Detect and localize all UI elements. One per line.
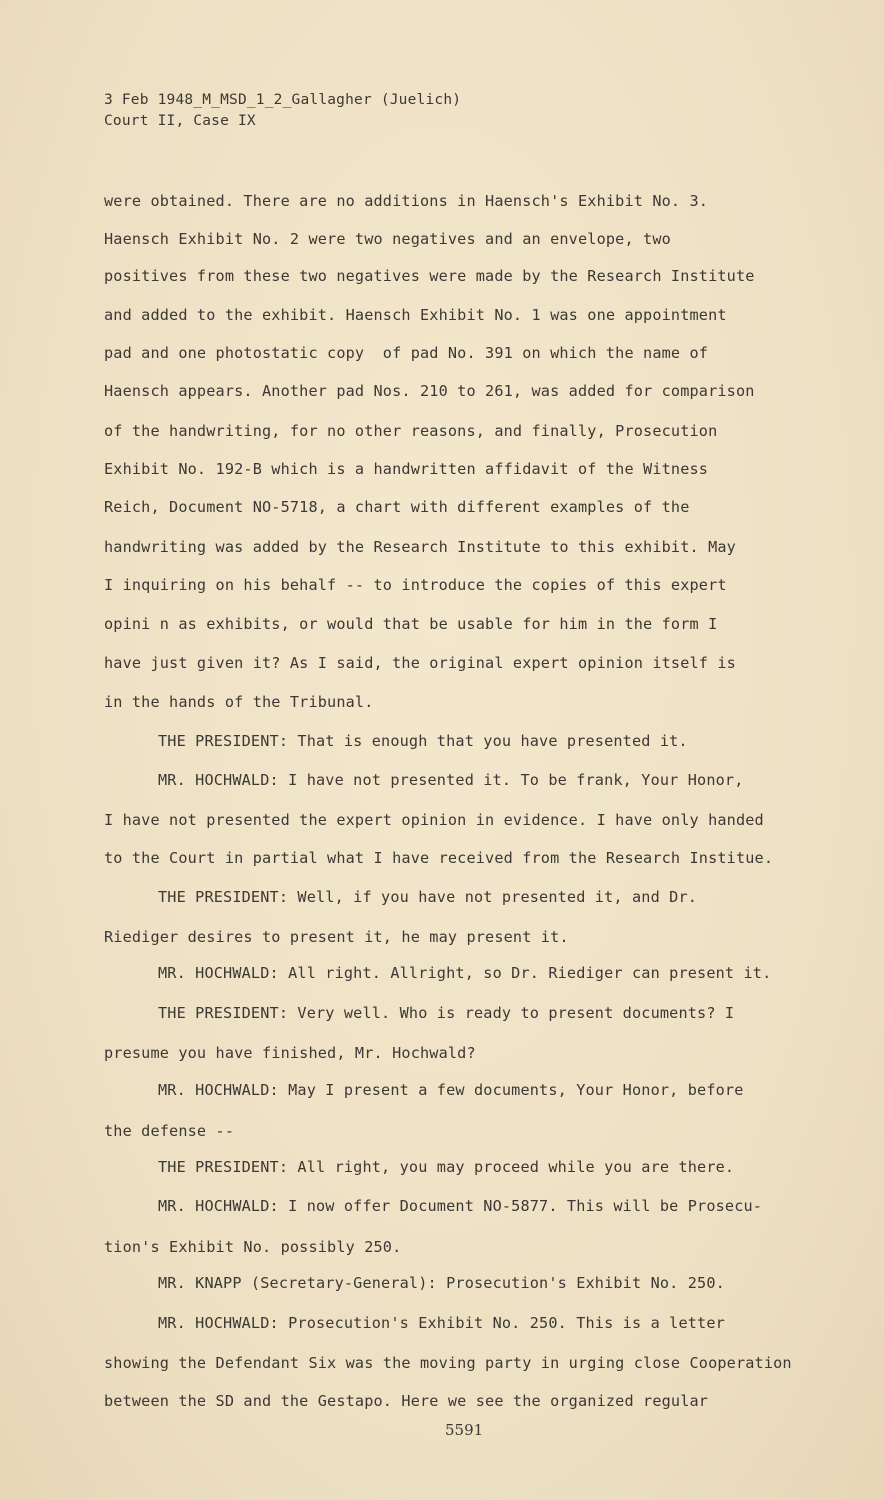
transcript-line: MR. HOCHWALD: I now offer Document NO-5877. This will be Prosecu-: [158, 1197, 763, 1215]
transcript-line: Exhibit No. 192-B which is a handwritten affidavit of the Witness: [104, 460, 709, 478]
transcript-line: Haensch appears. Another pad Nos. 210 to 261, was added for comparison: [104, 382, 755, 400]
transcript-line: Haensch Exhibit No. 2 were two negatives and an envelope, two: [104, 230, 671, 248]
transcript-line: opini n as exhibits, or would that be usable for him in the form I: [104, 615, 718, 633]
transcript-line: Reich, Document NO-5718, a chart with different examples of the: [104, 498, 690, 516]
transcript-line: were obtained. There are no additions in Haensch's Exhibit No. 3.: [104, 192, 709, 210]
transcript-line: between the SD and the Gestapo. Here we see the organized regular: [104, 1392, 709, 1410]
transcript-line: THE PRESIDENT: Very well. Who is ready to present documents? I: [158, 1004, 735, 1022]
transcript-line: positives from these two negatives were made by the Research Institute: [104, 267, 755, 285]
header-reference: 3 Feb 1948_M_MSD_1_2_Gallagher (Juelich): [104, 92, 462, 108]
transcript-line: THE PRESIDENT: That is enough that you have presented it.: [158, 732, 688, 750]
transcript-line: I have not presented the expert opinion in evidence. I have only handed: [104, 811, 764, 829]
transcript-line: THE PRESIDENT: Well, if you have not presented it, and Dr.: [158, 888, 698, 906]
transcript-line: Riediger desires to present it, he may present it.: [104, 928, 569, 946]
page-number: 5591: [445, 1421, 484, 1439]
transcript-line: tion's Exhibit No. possibly 250.: [104, 1238, 402, 1256]
transcript-line: MR. KNAPP (Secretary-General): Prosecution's Exhibit No. 250.: [158, 1274, 725, 1292]
header-court: Court II, Case IX: [104, 113, 256, 129]
transcript-line: MR. HOCHWALD: All right. Allright, so Dr. Riediger can present it.: [158, 964, 772, 982]
transcript-line: the defense --: [104, 1122, 235, 1140]
transcript-line: presume you have finished, Mr. Hochwald?: [104, 1044, 476, 1062]
transcript-line: and added to the exhibit. Haensch Exhibit No. 1 was one appointment: [104, 306, 727, 324]
transcript-line: of the handwriting, for no other reasons, and finally, Prosecution: [104, 422, 718, 440]
transcript-line: pad and one photostatic copy of pad No. 391 on which the name of: [104, 344, 709, 362]
transcript-line: MR. HOCHWALD: May I present a few documents, Your Honor, before: [158, 1081, 744, 1099]
transcript-line: in the hands of the Tribunal.: [104, 693, 374, 711]
transcript-line: have just given it? As I said, the original expert opinion itself is: [104, 654, 736, 672]
transcript-line: MR. HOCHWALD: I have not presented it. To be frank, Your Honor,: [158, 771, 744, 789]
transcript-line: THE PRESIDENT: All right, you may proceed while you are there.: [158, 1158, 735, 1176]
transcript-line: I inquiring on his behalf -- to introduce the copies of this expert: [104, 576, 727, 594]
transcript-line: handwriting was added by the Research Institute to this exhibit. May: [104, 538, 736, 556]
transcript-line: to the Court in partial what I have received from the Research Institue.: [104, 849, 774, 867]
transcript-line: showing the Defendant Six was the moving party in urging close Cooperation: [104, 1354, 792, 1372]
transcript-line: MR. HOCHWALD: Prosecution's Exhibit No. 250. This is a letter: [158, 1314, 725, 1332]
